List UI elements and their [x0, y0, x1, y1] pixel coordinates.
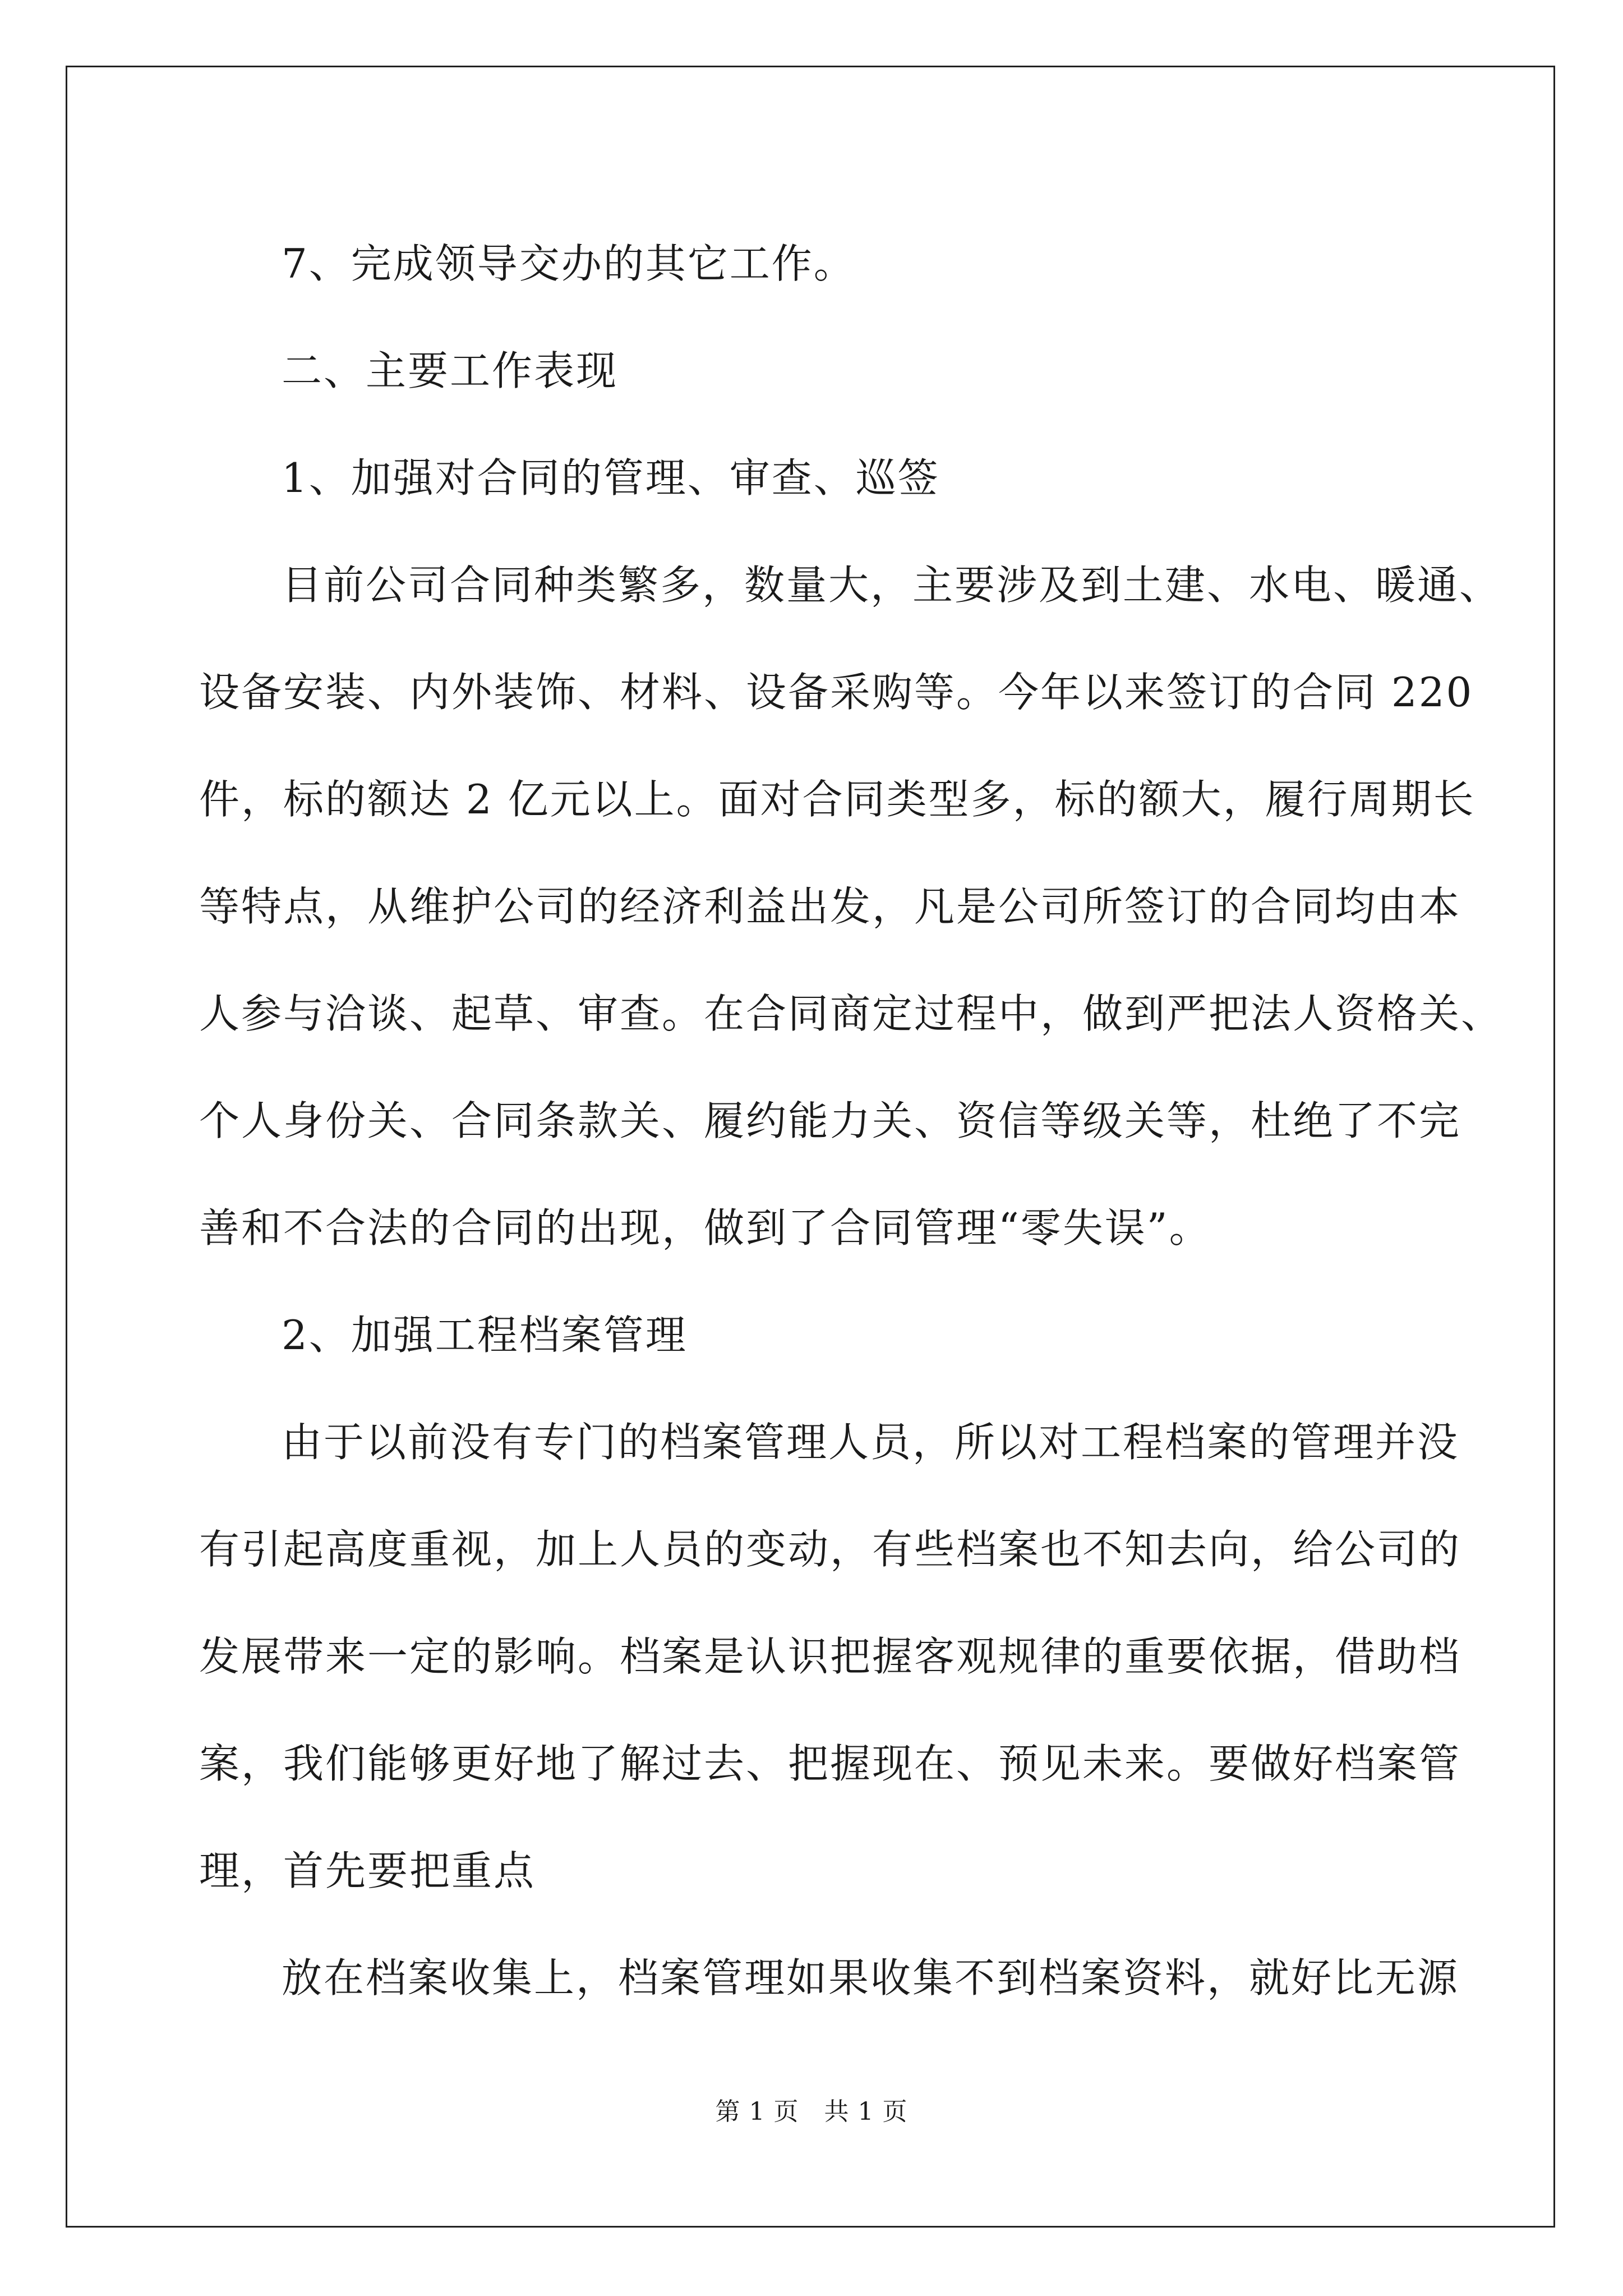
subsection-heading: 2、加强工程档案管理: [282, 1312, 688, 1359]
document-body: [199, 210, 1504, 2032]
text-line: 发展带来一定的影响。档案是认识把握客观规律的重要依据，借助档: [199, 1633, 1461, 1680]
text-line: 案，我们能够更好地了解过去、把握现在、预见未来。要做好档案管: [199, 1740, 1461, 1787]
text-line: 由于以前没有专门的档案管理人员，所以对工程档案的管理并没: [282, 1419, 1460, 1466]
text-line: 放在档案收集上，档案管理如果收集不到档案资料，就好比无源: [282, 1954, 1460, 2001]
section-heading: 二、主要工作表现: [282, 347, 619, 394]
text-line: 目前公司合同种类繁多，数量大，主要涉及到土建、水电、暖通、: [282, 562, 1502, 609]
text-line: 有引起高度重视，加上人员的变动，有些档案也不知去向，给公司的: [199, 1526, 1461, 1573]
subsection-heading: 1、加强对合同的管理、审查、巡签: [282, 454, 940, 501]
text-line: 理，首先要把重点: [199, 1847, 536, 1894]
text-line: 7、完成领导交办的其它工作。: [282, 240, 856, 287]
text-line: 设备安装、内外装饰、材料、设备采购等。今年以来签订的合同 220: [199, 669, 1474, 716]
text-line: 人参与洽谈、起草、审查。在合同商定过程中，做到严把法人资格关、: [199, 990, 1504, 1037]
text-line: 等特点，从维护公司的经济利益出发，凡是公司所签订的合同均由本: [199, 883, 1461, 930]
text-line: 件，标的额达 2 亿元以上。面对合同类型多，标的额大，履行周期长: [199, 776, 1476, 823]
text-line: 个人身份关、合同条款关、履约能力关、资信等级关等，杜绝了不完: [199, 1097, 1461, 1144]
page-number-footer: 第 1 页 共 1 页: [715, 2097, 908, 2126]
text-line: 善和不合法的合同的出现，做到了合同管理“零失误”。: [199, 1204, 1211, 1251]
